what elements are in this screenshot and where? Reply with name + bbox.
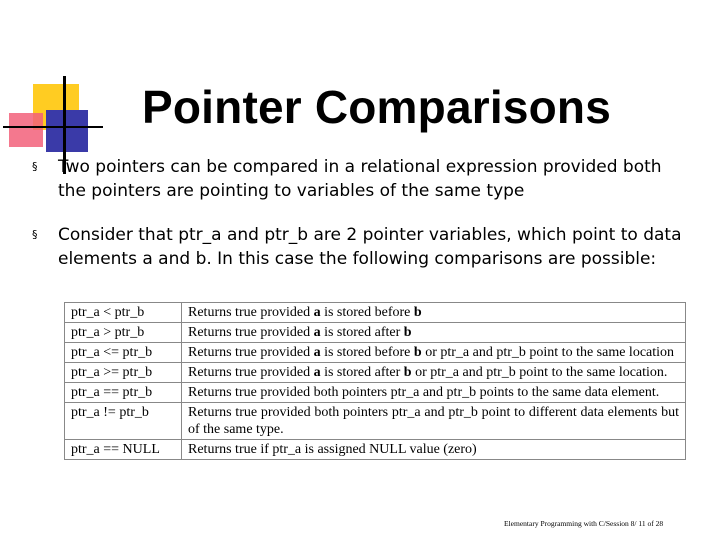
table-row: [65, 343, 686, 363]
decorative-blue-square: [46, 110, 88, 152]
description-cell: Returns true provided a is stored after b: [182, 323, 686, 343]
description-cell: Returns true if ptr_a is assigned NULL value (zero): [182, 440, 686, 460]
bullet-point: [32, 223, 682, 271]
bullet-point: [32, 155, 682, 203]
table-row: [65, 323, 686, 343]
operator-cell: ptr_a != ptr_b: [65, 403, 182, 440]
operator-cell: ptr_a > ptr_b: [65, 323, 182, 343]
table-row: [65, 403, 686, 440]
description-cell: Returns true provided a is stored after b or ptr_a and ptr_b point to the same location.: [182, 363, 686, 383]
description-cell: Returns true provided a is stored before b: [182, 303, 686, 323]
operator-cell: ptr_a == NULL: [65, 440, 182, 460]
comparison-table: [64, 302, 686, 460]
table-row: [65, 440, 686, 460]
bullet-marker-icon: §: [32, 228, 38, 241]
bullet-marker-icon: §: [32, 160, 38, 173]
table-row: [65, 383, 686, 403]
description-cell: Returns true provided a is stored before b or ptr_a and ptr_b point to the same location: [182, 343, 686, 363]
description-cell: Returns true provided both pointers ptr_a and ptr_b point to different data elements but of the same type.: [182, 403, 686, 440]
decorative-horizontal-line: [3, 126, 103, 128]
slide-footer: Elementary Programming with C/Session 8/ 11 of 28: [504, 519, 664, 528]
bullet-text: Consider that ptr_a and ptr_b are 2 pointer variables, which point to data elements a and b. In this case the following comparisons are possible:: [58, 225, 682, 269]
operator-cell: ptr_a <= ptr_b: [65, 343, 182, 363]
operator-cell: ptr_a >= ptr_b: [65, 363, 182, 383]
decorative-red-square: [9, 113, 43, 147]
operator-cell: ptr_a == ptr_b: [65, 383, 182, 403]
description-cell: Returns true provided both pointers ptr_a and ptr_b points to the same data element.: [182, 383, 686, 403]
page-title: Pointer Comparisons: [142, 81, 611, 133]
bullet-text: Two pointers can be compared in a relational expression provided both the pointers are pointing to variables of the same type: [58, 157, 662, 201]
table-row: [65, 363, 686, 383]
operator-cell: ptr_a < ptr_b: [65, 303, 182, 323]
table-row: [65, 303, 686, 323]
